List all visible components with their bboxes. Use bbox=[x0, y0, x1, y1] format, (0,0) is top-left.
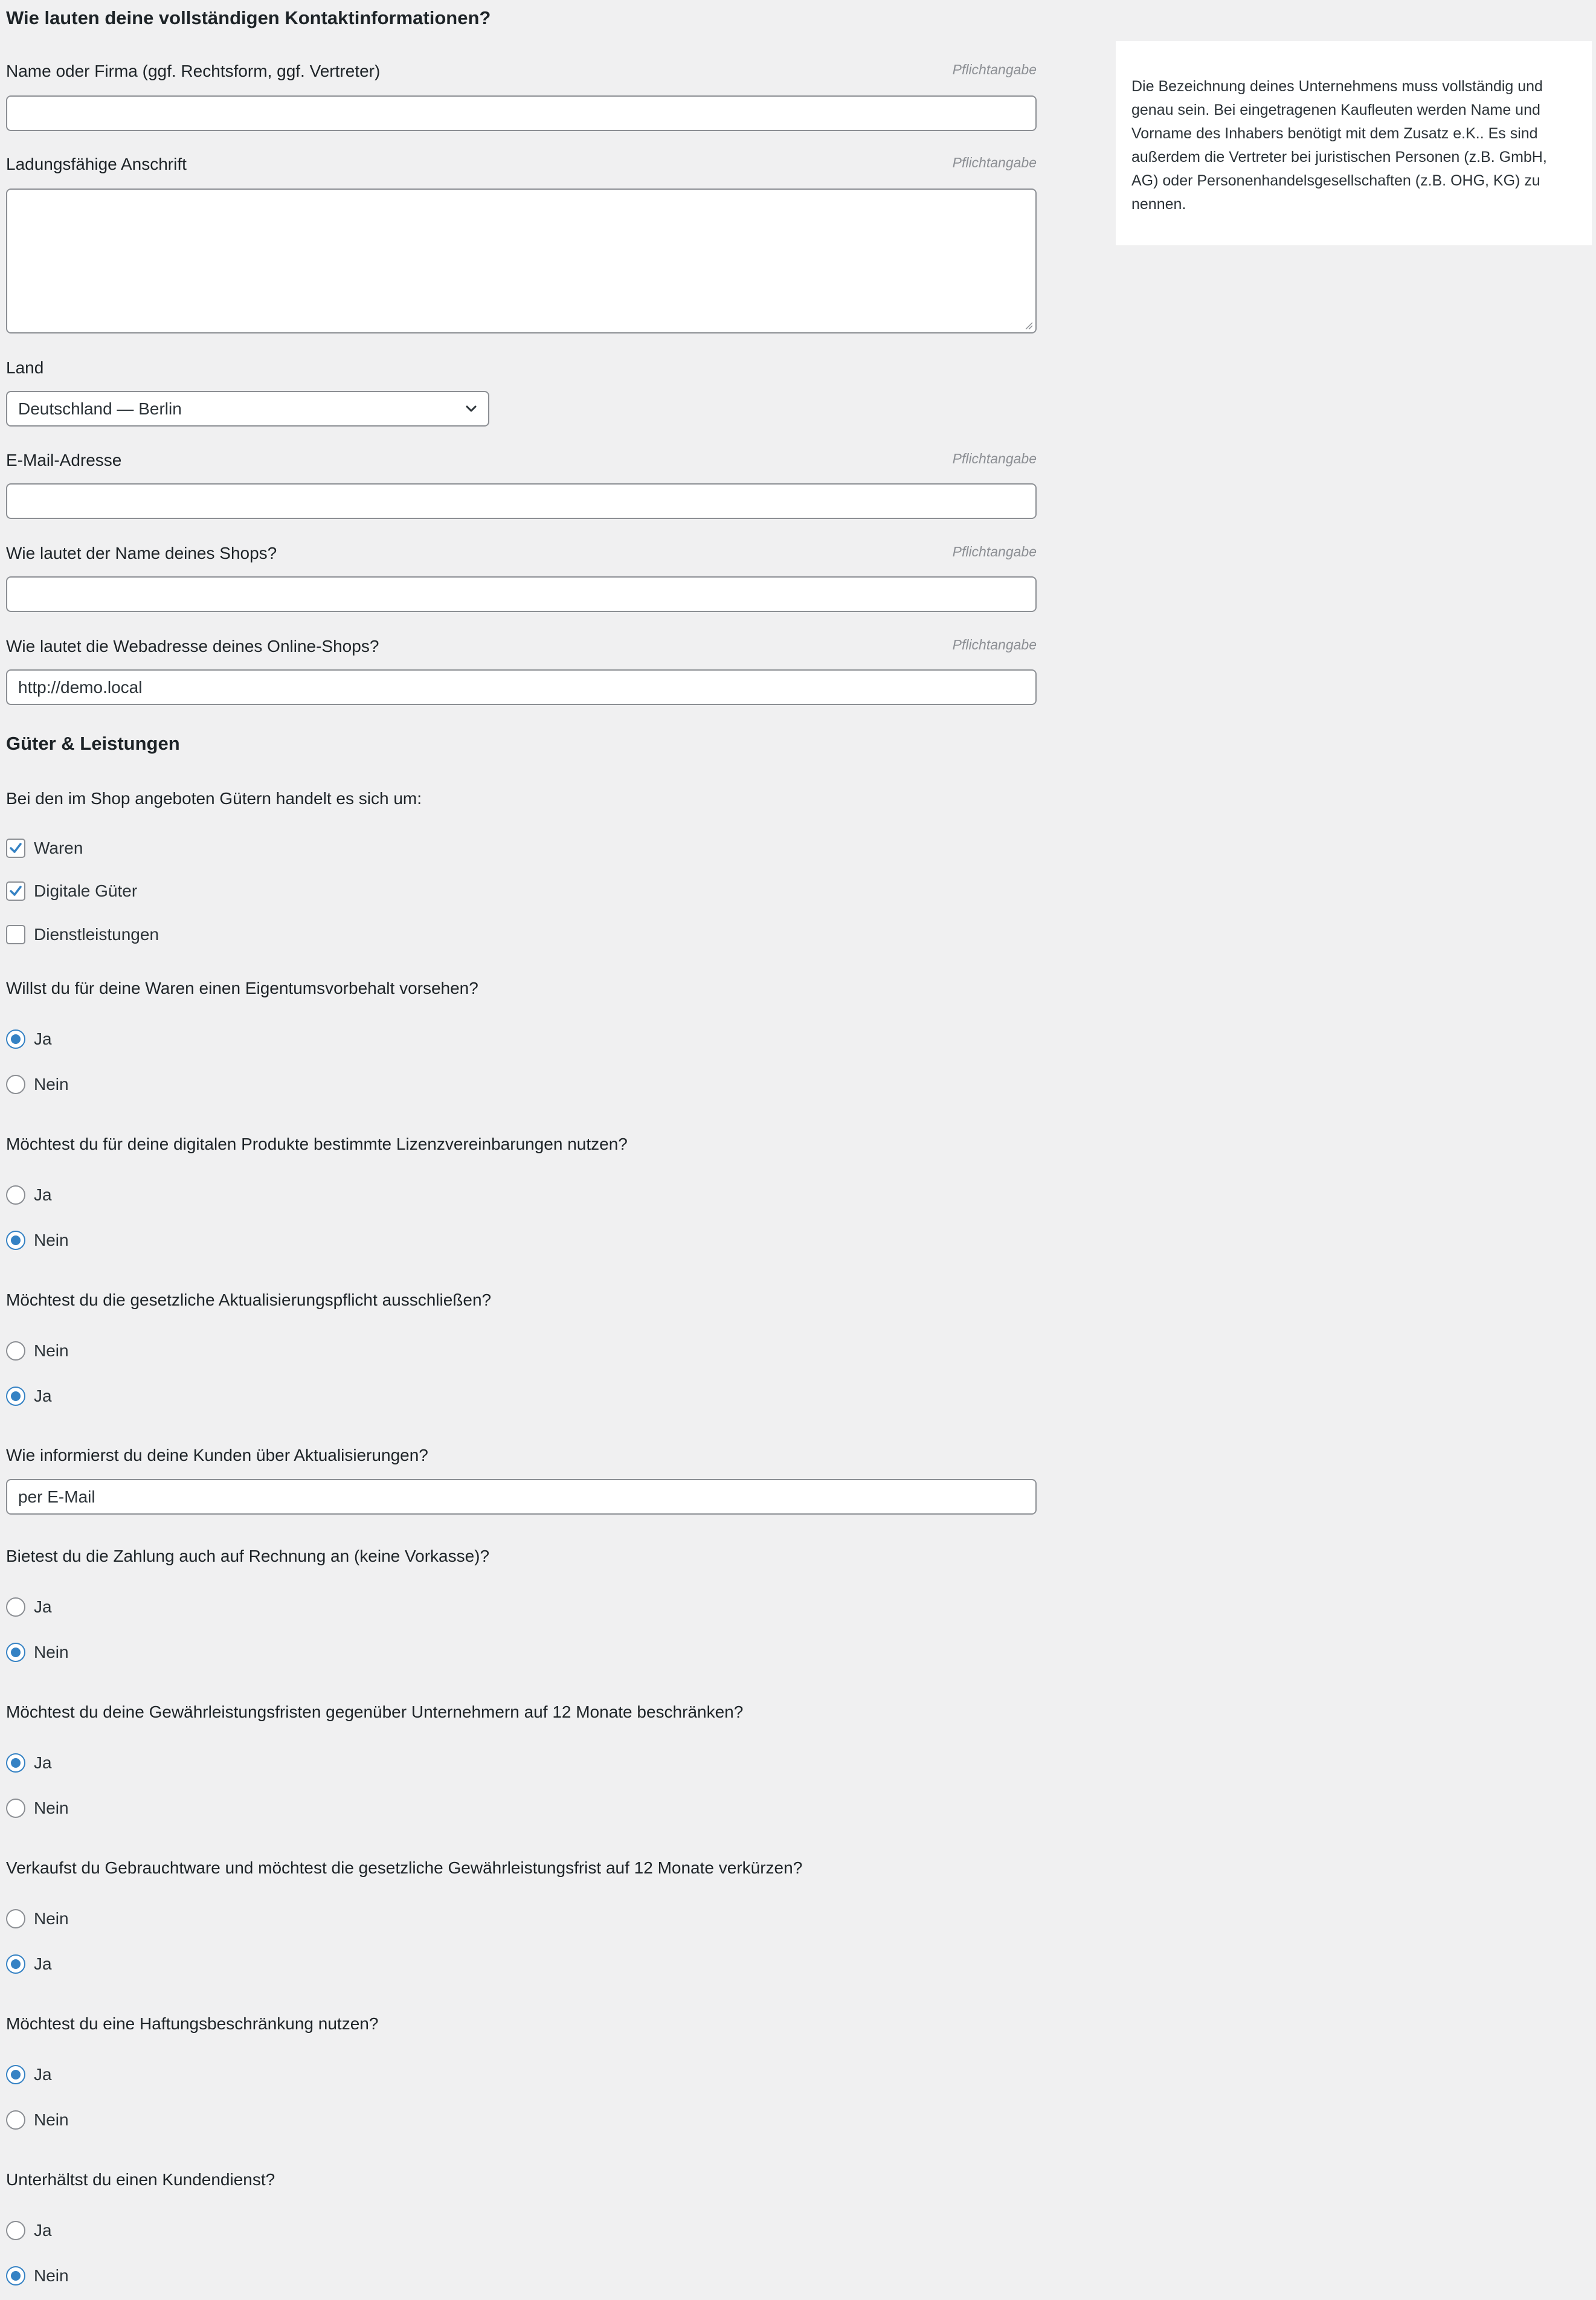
radio-dot-icon bbox=[11, 1235, 21, 1245]
goods-intro: Bei den im Shop angeboten Gütern handelt es sich um: bbox=[6, 789, 422, 808]
address-textarea[interactable] bbox=[6, 188, 1037, 333]
checkbox[interactable] bbox=[6, 925, 25, 944]
radio-option-label: Ja bbox=[34, 2065, 52, 2084]
country-select[interactable] bbox=[6, 391, 489, 427]
required-label: Pflichtangabe bbox=[952, 544, 1037, 559]
radio-option-label: Ja bbox=[34, 1387, 52, 1405]
radio-option-label: Ja bbox=[34, 1597, 52, 1616]
country-selected-value: Deutschland — Berlin bbox=[18, 399, 182, 418]
radio-dot-icon bbox=[11, 1959, 21, 1969]
radio-option-label: Ja bbox=[34, 1954, 52, 1973]
radio[interactable] bbox=[6, 1075, 25, 1094]
radio-selected[interactable] bbox=[6, 1231, 25, 1250]
goods-heading: Güter & Leistungen bbox=[6, 733, 180, 754]
question-text: Bietest du die Zahlung auch auf Rechnung an (keine Vorkasse)? bbox=[6, 1547, 490, 1565]
radio-option[interactable] bbox=[6, 1074, 69, 1095]
radio-option-label: Nein bbox=[34, 1799, 69, 1817]
resize-grip-icon[interactable] bbox=[1025, 321, 1033, 330]
radio-option[interactable] bbox=[6, 1642, 69, 1663]
radio-option-label: Nein bbox=[34, 1231, 69, 1249]
required-label: Pflichtangabe bbox=[952, 155, 1037, 170]
radio-dot-icon bbox=[11, 1034, 21, 1044]
radio-option[interactable] bbox=[6, 1386, 52, 1406]
update-info-label: Wie informierst du deine Kunden über Aktualisierungen? bbox=[6, 1446, 428, 1464]
radio-selected[interactable] bbox=[6, 1029, 25, 1049]
radio-option[interactable] bbox=[6, 1341, 69, 1361]
checkmark-icon bbox=[8, 840, 24, 856]
contact-heading: Wie lauten deine vollständigen Kontaktinformationen? bbox=[6, 7, 491, 28]
shop-url-label: Wie lautet die Webadresse deines Online-Shops? bbox=[6, 637, 379, 656]
radio-option[interactable] bbox=[6, 1230, 69, 1251]
radio-option[interactable] bbox=[6, 1029, 52, 1049]
radio-option-label: Ja bbox=[34, 1029, 52, 1048]
radio-option-label: Ja bbox=[34, 1185, 52, 1204]
radio-option-label: Nein bbox=[34, 1909, 69, 1928]
radio-dot-icon bbox=[11, 2271, 21, 2281]
radio-selected[interactable] bbox=[6, 1387, 25, 1406]
radio[interactable] bbox=[6, 1185, 25, 1205]
radio-option-label: Nein bbox=[34, 2266, 69, 2285]
radio[interactable] bbox=[6, 1341, 25, 1361]
radio-dot-icon bbox=[11, 2070, 21, 2079]
goods-type-option[interactable] bbox=[6, 838, 83, 858]
question-text: Willst du für deine Waren einen Eigentumsvorbehalt vorsehen? bbox=[6, 979, 478, 997]
goods-type-option[interactable] bbox=[6, 881, 137, 901]
required-label: Pflichtangabe bbox=[952, 62, 1037, 77]
required-label: Pflichtangabe bbox=[952, 451, 1037, 466]
radio-selected[interactable] bbox=[6, 1753, 25, 1773]
radio-option[interactable] bbox=[6, 1185, 52, 1205]
required-label: Pflichtangabe bbox=[952, 637, 1037, 652]
goods-type-label: Waren bbox=[34, 839, 83, 857]
name-input[interactable] bbox=[6, 95, 1037, 131]
radio[interactable] bbox=[6, 2221, 25, 2240]
radio-dot-icon bbox=[11, 1758, 21, 1768]
radio-option[interactable] bbox=[6, 1753, 52, 1773]
radio-option[interactable] bbox=[6, 2266, 69, 2286]
radio[interactable] bbox=[6, 1909, 25, 1928]
goods-type-label: Digitale Güter bbox=[34, 881, 138, 900]
radio-option[interactable] bbox=[6, 1954, 52, 1974]
checkbox-checked[interactable] bbox=[6, 839, 25, 858]
help-text-box bbox=[1116, 41, 1592, 245]
radio-dot-icon bbox=[11, 1648, 21, 1657]
question-text: Möchtest du die gesetzliche Aktualisierungspflicht ausschließen? bbox=[6, 1290, 492, 1309]
question-text: Verkaufst du Gebrauchtware und möchtest die gesetzliche Gewährleistungsfrist auf 12 Monate verkürzen? bbox=[6, 1858, 803, 1877]
radio[interactable] bbox=[6, 1597, 25, 1617]
checkmark-icon bbox=[8, 883, 24, 899]
radio-selected[interactable] bbox=[6, 1643, 25, 1662]
radio-option[interactable] bbox=[6, 1909, 69, 1929]
radio-option[interactable] bbox=[6, 2110, 69, 2130]
email-input[interactable] bbox=[6, 483, 1037, 519]
question-text: Unterhältst du einen Kundendienst? bbox=[6, 2170, 275, 2189]
goods-type-option[interactable] bbox=[6, 924, 159, 945]
radio-option-label: Nein bbox=[34, 1341, 69, 1360]
radio-selected[interactable] bbox=[6, 1954, 25, 1974]
radio-option-label: Ja bbox=[34, 1753, 52, 1772]
radio[interactable] bbox=[6, 1799, 25, 1818]
radio-option-label: Nein bbox=[34, 1643, 69, 1661]
radio-option[interactable] bbox=[6, 1798, 69, 1818]
address-label: Ladungsfähige Anschrift bbox=[6, 155, 187, 173]
checkbox-checked[interactable] bbox=[6, 881, 25, 901]
radio-selected[interactable] bbox=[6, 2065, 25, 2084]
radio-option-label: Nein bbox=[34, 2110, 69, 2129]
radio-option[interactable] bbox=[6, 2220, 52, 2241]
question-text: Möchtest du für deine digitalen Produkte bestimmte Lizenzvereinbarungen nutzen? bbox=[6, 1135, 628, 1153]
radio-selected[interactable] bbox=[6, 2266, 25, 2286]
country-label: Land bbox=[6, 358, 44, 377]
radio[interactable] bbox=[6, 2110, 25, 2130]
update-info-input[interactable]: per E-Mail bbox=[6, 1479, 1037, 1515]
radio-option-label: Nein bbox=[34, 1075, 69, 1094]
shop-url-input[interactable]: http://demo.local bbox=[6, 669, 1037, 705]
goods-type-label: Dienstleistungen bbox=[34, 925, 159, 944]
radio-option-label: Ja bbox=[34, 2221, 52, 2240]
email-label: E-Mail-Adresse bbox=[6, 451, 122, 469]
shop-name-label: Wie lautet der Name deines Shops? bbox=[6, 544, 277, 562]
chevron-down-icon bbox=[463, 401, 480, 417]
radio-option[interactable] bbox=[6, 1597, 52, 1617]
name-label: Name oder Firma (ggf. Rechtsform, ggf. Vertreter) bbox=[6, 62, 381, 80]
help-text: Die Bezeichnung deines Unternehmens muss vollständig und genau sein. Bei eingetragenen Kaufleuten werden Name und Vorname des Inhabers benötigt mit dem Zusatz e.K.. Es sind außerdem die Vertreter bei juristischen Personen (z.B. GmbH, AG) oder Personenhandelsgesellschaften (z.B. OHG, KG) zu nennen. bbox=[1131, 78, 1547, 213]
question-text: Möchtest du deine Gewährleistungsfristen gegenüber Unternehmern auf 12 Monate beschränken? bbox=[6, 1702, 744, 1721]
radio-dot-icon bbox=[11, 1391, 21, 1401]
question-text: Möchtest du eine Haftungsbeschränkung nutzen? bbox=[6, 2014, 379, 2033]
shop-name-input[interactable] bbox=[6, 576, 1037, 612]
radio-option[interactable] bbox=[6, 2064, 52, 2085]
